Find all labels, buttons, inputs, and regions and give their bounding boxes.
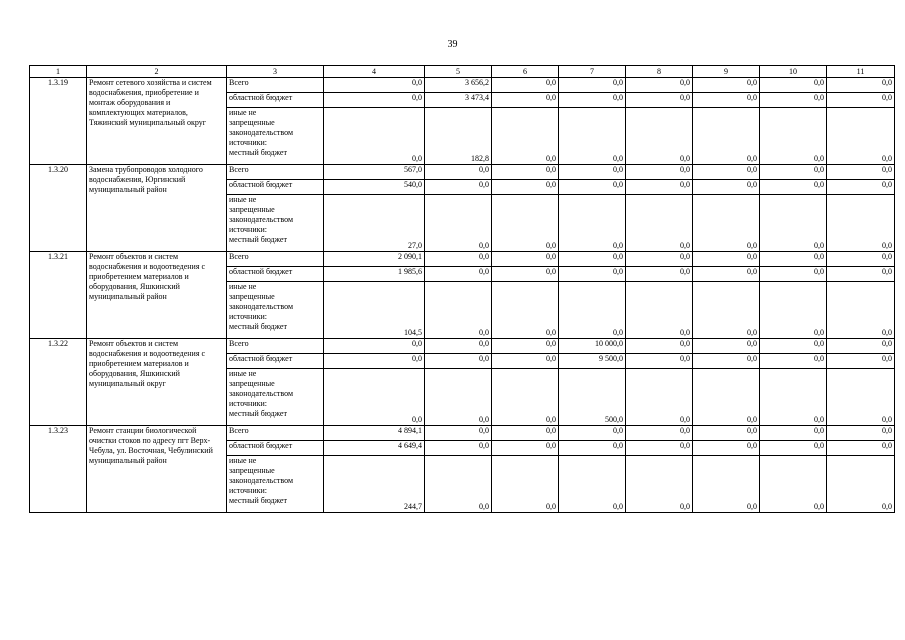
value-cell: 0,0 [559,441,626,456]
value-cell: 0,0 [760,180,827,195]
source-label-line: иные не [229,369,257,378]
value-cell: 0,0 [425,180,492,195]
value-cell: 244,7 [324,456,425,513]
value-cell: 0,0 [760,108,827,165]
source-label-regional: областной бюджет [227,180,324,195]
activity-code: 1.3.21 [30,252,87,339]
value-cell: 0,0 [492,195,559,252]
activity-code: 1.3.23 [30,426,87,513]
source-label-line: запрещенные [229,379,275,388]
value-cell: 0,0 [626,108,693,165]
column-number: 4 [324,66,425,78]
value-cell: 0,0 [693,339,760,354]
activity-code: 1.3.22 [30,339,87,426]
value-cell: 0,0 [492,267,559,282]
value-cell: 0,0 [760,441,827,456]
value-cell: 0,0 [693,369,760,426]
value-cell: 0,0 [324,78,425,93]
source-label-other [227,282,324,339]
activity-name: Ремонт сетевого хозяйства и систем водоснабжения, приобретение и монтаж оборудования и комплектующих материалов, Тяжинский муниципальный округ [87,78,227,165]
value-cell: 500,0 [559,369,626,426]
value-cell: 0,0 [492,108,559,165]
value-cell: 4 894,1 [324,426,425,441]
value-cell: 0,0 [559,165,626,180]
value-cell: 0,0 [626,93,693,108]
source-label-line: источники: [229,138,267,147]
value-cell: 2 090,1 [324,252,425,267]
activity-total-row [30,426,895,441]
source-label-line: источники: [229,225,267,234]
source-label-line: запрещенные [229,292,275,301]
value-cell: 0,0 [693,354,760,369]
value-cell: 0,0 [827,78,895,93]
value-cell: 0,0 [425,282,492,339]
value-cell: 0,0 [559,282,626,339]
page-number: 39 [447,39,458,50]
value-cell: 0,0 [693,441,760,456]
value-cell: 104,5 [324,282,425,339]
activity-code: 1.3.20 [30,165,87,252]
value-cell: 0,0 [559,456,626,513]
value-cell: 0,0 [559,180,626,195]
value-cell: 0,0 [425,195,492,252]
source-label-regional: областной бюджет [227,267,324,282]
value-cell: 0,0 [760,456,827,513]
source-label-regional: областной бюджет [227,354,324,369]
value-cell: 0,0 [324,108,425,165]
value-cell: 0,0 [760,426,827,441]
source-label-total: Всего [227,78,324,93]
value-cell: 0,0 [492,282,559,339]
source-label-line: местный бюджет [229,322,287,331]
value-cell: 0,0 [626,339,693,354]
value-cell: 0,0 [827,369,895,426]
source-label-line: местный бюджет [229,496,287,505]
value-cell: 0,0 [693,252,760,267]
value-cell: 0,0 [760,282,827,339]
value-cell: 0,0 [827,456,895,513]
value-cell: 0,0 [827,267,895,282]
source-label-line: местный бюджет [229,148,287,157]
column-number: 3 [227,66,324,78]
value-cell: 0,0 [827,282,895,339]
value-cell: 0,0 [626,456,693,513]
source-label-regional: областной бюджет [227,93,324,108]
source-label-line: законодательством [229,302,294,311]
value-cell: 182,8 [425,108,492,165]
value-cell: 27,0 [324,195,425,252]
source-label-total: Всего [227,339,324,354]
source-label-line: местный бюджет [229,235,287,244]
value-cell: 0,0 [425,456,492,513]
activity-name: Ремонт объектов и систем водоснабжения и водоотведения с приобретением материалов и оборудования, Яшкинский муниципальный район [87,252,227,339]
value-cell: 0,0 [492,456,559,513]
column-number: 8 [626,66,693,78]
column-number: 7 [559,66,626,78]
value-cell: 0,0 [760,195,827,252]
value-cell: 0,0 [626,195,693,252]
value-cell: 0,0 [626,165,693,180]
value-cell: 0,0 [693,282,760,339]
source-label-line: местный бюджет [229,409,287,418]
value-cell: 0,0 [425,354,492,369]
value-cell: 0,0 [324,369,425,426]
source-label-total: Всего [227,252,324,267]
value-cell: 0,0 [626,282,693,339]
value-cell: 10 000,0 [559,339,626,354]
value-cell: 0,0 [425,369,492,426]
value-cell: 0,0 [492,78,559,93]
value-cell: 0,0 [425,426,492,441]
value-cell: 0,0 [626,426,693,441]
value-cell: 0,0 [559,195,626,252]
value-cell: 0,0 [827,339,895,354]
value-cell: 0,0 [425,339,492,354]
value-cell: 0,0 [760,339,827,354]
activity-name: Ремонт объектов и систем водоснабжения и водоотведения с приобретением материалов и оборудования, Яшкинский муниципальный округ [87,339,227,426]
source-label-line: запрещенные [229,466,275,475]
value-cell: 0,0 [760,93,827,108]
value-cell: 0,0 [626,441,693,456]
value-cell: 0,0 [760,165,827,180]
source-label-total: Всего [227,165,324,180]
value-cell: 0,0 [693,426,760,441]
value-cell: 0,0 [559,252,626,267]
value-cell: 0,0 [827,252,895,267]
value-cell: 0,0 [693,78,760,93]
value-cell: 0,0 [626,252,693,267]
source-label-line: законодательством [229,128,294,137]
value-cell: 0,0 [492,339,559,354]
value-cell: 0,0 [827,108,895,165]
value-cell: 0,0 [626,78,693,93]
source-label-regional: областной бюджет [227,441,324,456]
column-number: 2 [87,66,227,78]
column-number-row [30,66,895,78]
source-label-line: иные не [229,282,257,291]
activity-total-row [30,252,895,267]
activity-total-row [30,78,895,93]
activity-name: Замена трубопроводов холодного водоснабжения, Юргинский муниципальный район [87,165,227,252]
value-cell: 0,0 [492,369,559,426]
value-cell: 0,0 [324,339,425,354]
source-label-line: законодательством [229,476,294,485]
source-label-line: законодательством [229,215,294,224]
source-label-line: иные не [229,456,257,465]
value-cell: 0,0 [693,165,760,180]
source-label-line: законодательством [229,389,294,398]
value-cell: 0,0 [693,456,760,513]
source-label-line: источники: [229,486,267,495]
value-cell: 0,0 [827,354,895,369]
value-cell: 0,0 [626,369,693,426]
value-cell: 0,0 [324,93,425,108]
value-cell: 4 649,4 [324,441,425,456]
column-number: 6 [492,66,559,78]
value-cell: 0,0 [425,267,492,282]
value-cell: 0,0 [559,426,626,441]
column-number: 1 [30,66,87,78]
value-cell: 0,0 [425,441,492,456]
column-number: 9 [693,66,760,78]
value-cell: 0,0 [760,354,827,369]
value-cell: 0,0 [324,354,425,369]
source-label-line: источники: [229,399,267,408]
activity-name: Ремонт станции биологической очистки стоков по адресу пгт Верх-Чебула, ул. Восточная, Чебулинский муниципальный район [87,426,227,513]
value-cell: 0,0 [760,267,827,282]
value-cell: 0,0 [492,441,559,456]
value-cell: 0,0 [693,195,760,252]
column-number: 11 [827,66,895,78]
activity-code: 1.3.19 [30,78,87,165]
value-cell: 0,0 [827,441,895,456]
value-cell: 540,0 [324,180,425,195]
value-cell: 3 473,4 [425,93,492,108]
activity-total-row [30,339,895,354]
source-label-other [227,456,324,513]
value-cell: 0,0 [425,165,492,180]
value-cell: 0,0 [827,165,895,180]
value-cell: 0,0 [425,252,492,267]
source-label-other [227,108,324,165]
value-cell: 1 985,6 [324,267,425,282]
value-cell: 0,0 [492,180,559,195]
value-cell: 0,0 [827,195,895,252]
budget-table [29,65,895,513]
source-label-line: иные не [229,108,257,117]
value-cell: 0,0 [626,354,693,369]
value-cell: 0,0 [492,252,559,267]
value-cell: 0,0 [559,267,626,282]
value-cell: 0,0 [693,93,760,108]
value-cell: 0,0 [827,93,895,108]
value-cell: 0,0 [827,180,895,195]
value-cell: 0,0 [693,108,760,165]
source-label-line: источники: [229,312,267,321]
value-cell: 9 500,0 [559,354,626,369]
value-cell: 0,0 [492,426,559,441]
source-label-line: иные не [229,195,257,204]
source-label-total: Всего [227,426,324,441]
value-cell: 0,0 [559,78,626,93]
value-cell: 0,0 [559,108,626,165]
source-label-other [227,369,324,426]
value-cell: 0,0 [492,93,559,108]
activity-total-row [30,165,895,180]
value-cell: 0,0 [559,93,626,108]
value-cell: 0,0 [492,165,559,180]
value-cell: 0,0 [626,267,693,282]
value-cell: 0,0 [693,180,760,195]
column-number: 10 [760,66,827,78]
value-cell: 0,0 [827,426,895,441]
value-cell: 0,0 [760,369,827,426]
value-cell: 0,0 [760,78,827,93]
column-number: 5 [425,66,492,78]
source-label-other [227,195,324,252]
value-cell: 0,0 [760,252,827,267]
value-cell: 0,0 [693,267,760,282]
value-cell: 567,0 [324,165,425,180]
source-label-line: запрещенные [229,205,275,214]
value-cell: 0,0 [626,180,693,195]
value-cell: 0,0 [492,354,559,369]
value-cell: 3 656,2 [425,78,492,93]
source-label-line: запрещенные [229,118,275,127]
